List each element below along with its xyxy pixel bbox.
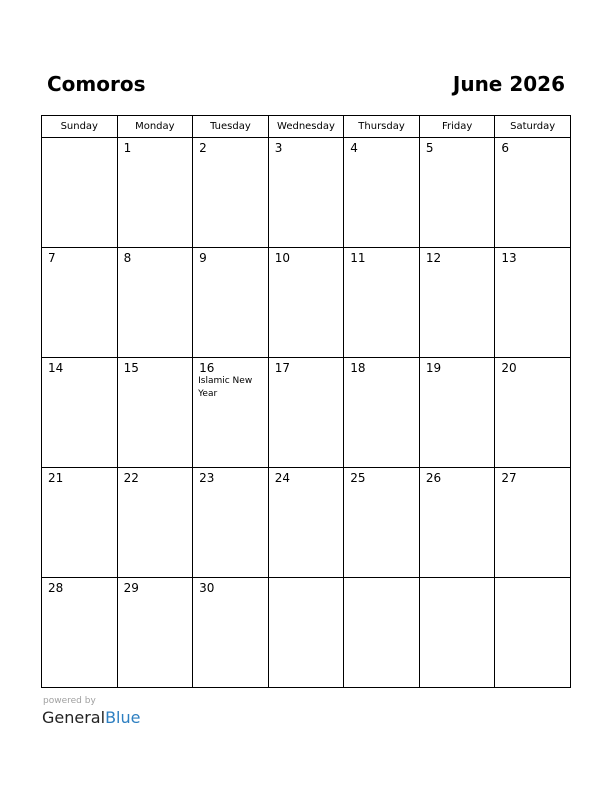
- calendar-grid: [41, 115, 571, 688]
- weekday-header-row: [42, 116, 571, 138]
- day-cell: [42, 138, 118, 248]
- day-cell: [117, 248, 193, 358]
- day-cell: [495, 358, 571, 468]
- day-cell: [344, 358, 420, 468]
- day-number: 13: [501, 251, 517, 265]
- day-cell: [42, 358, 118, 468]
- day-number: 9: [199, 251, 207, 265]
- day-cell: [193, 468, 269, 578]
- day-cell: [193, 138, 269, 248]
- day-number: 1: [123, 141, 132, 155]
- day-number: 23: [199, 471, 215, 485]
- day-number: 16: [199, 361, 215, 375]
- day-cell: [419, 358, 495, 468]
- brand-name-part1: General: [42, 708, 106, 727]
- day-cell: [268, 468, 344, 578]
- week-row: [42, 358, 571, 468]
- day-cell: [268, 578, 344, 688]
- day-number: 5: [425, 141, 434, 155]
- day-cell: [495, 578, 571, 688]
- day-number: 30: [199, 581, 215, 595]
- weekday-header: Tuesday: [193, 116, 269, 138]
- day-cell: [419, 578, 495, 688]
- day-number: 3: [274, 141, 283, 155]
- day-cell: [495, 138, 571, 248]
- day-number: 11: [350, 251, 366, 265]
- day-cell: [117, 468, 193, 578]
- day-cell: [495, 248, 571, 358]
- weekday-header: Friday: [419, 116, 495, 138]
- weekday-header: Monday: [117, 116, 193, 138]
- day-number: 28: [48, 581, 64, 595]
- day-cell: [419, 248, 495, 358]
- day-cell: [344, 138, 420, 248]
- day-cell: [117, 138, 193, 248]
- day-cell: [268, 138, 344, 248]
- day-cell: [193, 248, 269, 358]
- day-cell: [42, 248, 118, 358]
- day-cell: [117, 358, 193, 468]
- generalblue-logo[interactable]: [42, 708, 140, 727]
- day-number: 8: [123, 251, 132, 265]
- weekday-header: Thursday: [344, 116, 420, 138]
- day-number: 29: [123, 581, 139, 595]
- powered-by-text: powered by: [43, 696, 96, 706]
- day-number: 20: [501, 361, 517, 375]
- holiday-label: Islamic New Year: [198, 376, 253, 399]
- day-cell: [268, 248, 344, 358]
- day-cell: [193, 358, 269, 468]
- day-number: 22: [123, 471, 139, 485]
- day-number: 2: [199, 141, 207, 155]
- weekday-header: Saturday: [495, 116, 571, 138]
- day-cell: [419, 468, 495, 578]
- day-cell: [268, 358, 344, 468]
- weekday-header: Sunday: [42, 116, 118, 138]
- day-number: 12: [425, 251, 442, 265]
- day-cell: [419, 138, 495, 248]
- day-number: 15: [123, 361, 139, 375]
- calendar-month-title: June 2026: [452, 72, 565, 96]
- day-cell: [344, 248, 420, 358]
- week-row: [42, 138, 571, 248]
- week-row: [42, 578, 571, 688]
- day-cell: [42, 468, 118, 578]
- calendar-country-title: Comoros: [47, 72, 146, 96]
- weekday-header: Wednesday: [268, 116, 344, 138]
- day-cell: [495, 468, 571, 578]
- day-number: 17: [274, 361, 290, 375]
- day-cell: [117, 578, 193, 688]
- day-number: 14: [48, 361, 64, 375]
- day-cell: [344, 578, 420, 688]
- day-number: 25: [350, 471, 366, 485]
- day-number: 24: [274, 471, 290, 485]
- week-row: [42, 468, 571, 578]
- day-number: 21: [48, 471, 64, 485]
- day-number: 4: [350, 141, 358, 155]
- day-number: 27: [501, 471, 517, 485]
- brand-name-part2: Blue: [105, 708, 141, 727]
- day-cell: [42, 578, 118, 688]
- day-number: 18: [350, 361, 366, 375]
- day-number: 10: [274, 251, 290, 265]
- day-cell: [193, 578, 269, 688]
- day-number: 7: [48, 251, 56, 265]
- week-row: [42, 248, 571, 358]
- day-cell: [344, 468, 420, 578]
- day-number: 26: [425, 471, 442, 485]
- day-number: 6: [501, 141, 510, 155]
- day-number: 19: [425, 361, 442, 375]
